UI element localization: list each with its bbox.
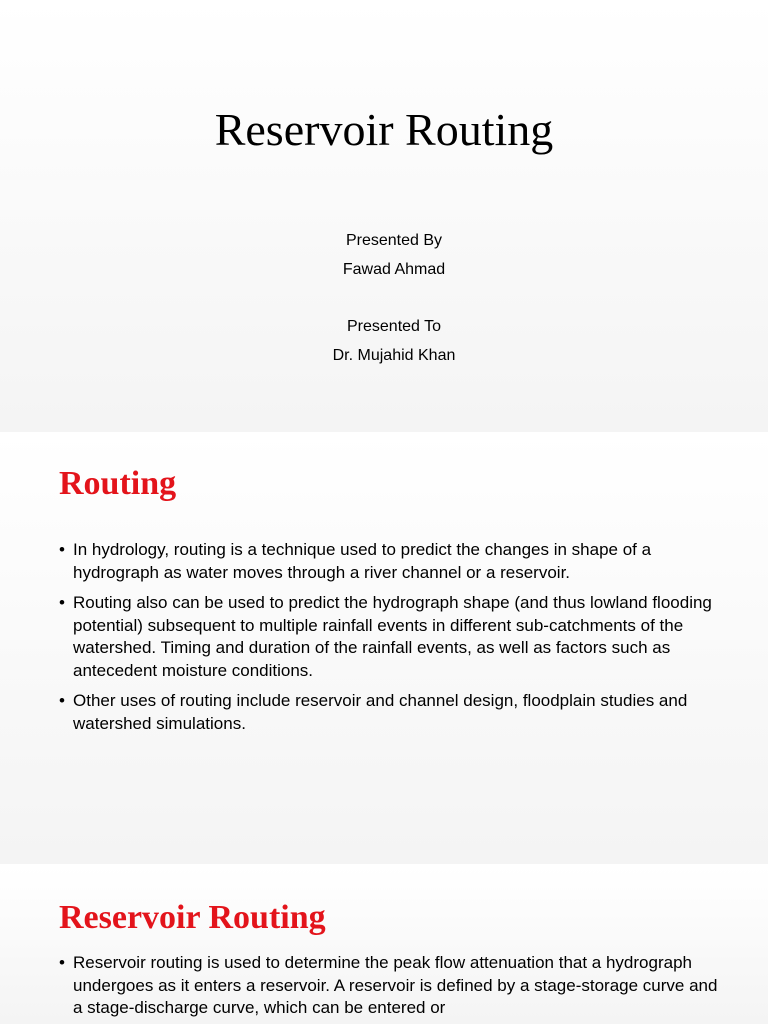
bullet-text: Other uses of routing include reservoir and channel design, floodplain studies and watershed simulations. xyxy=(73,691,688,733)
bullet-list xyxy=(59,539,719,743)
presented-to-label: Presented To xyxy=(347,318,441,335)
presented-by-block xyxy=(0,226,768,284)
bullet-icon: • xyxy=(59,593,65,612)
slide-heading: Reservoir Routing xyxy=(59,899,326,936)
bullet-item xyxy=(59,539,719,584)
bullet-text: Routing also can be used to predict the hydrograph shape (and thus lowland flooding potential) subsequent to multiple rainfall events in different sub-catchments of the watershed. Timing and duration of the rainfall events, as well as factors such as antecedent moisture conditions. xyxy=(73,593,712,680)
bullet-icon: • xyxy=(59,691,65,710)
slide-heading: Routing xyxy=(59,465,177,502)
bullet-item xyxy=(59,592,719,682)
presented-to-block xyxy=(0,312,768,370)
routing-slide xyxy=(0,432,768,864)
presenter-name: Fawad Ahmad xyxy=(342,261,446,278)
bullet-text: In hydrology, routing is a technique used to predict the changes in shape of a hydrograph as water moves through a river channel or a reservoir. xyxy=(73,540,652,582)
bullet-item xyxy=(59,952,719,1020)
bullet-list xyxy=(59,952,719,1024)
recipient-name: Dr. Mujahid Khan xyxy=(332,347,456,364)
bullet-icon: • xyxy=(59,953,65,972)
bullet-text: Reservoir routing is used to determine the peak flow attenuation that a hydrograph undergoes as it enters a reservoir. A reservoir is defined by a stage-storage curve and a stage-discharge curve, which can be entered or xyxy=(73,953,718,1017)
bullet-item xyxy=(59,690,719,735)
presented-by-label: Presented By xyxy=(345,232,443,249)
reservoir-routing-slide xyxy=(0,866,768,1024)
presentation-title: Reservoir Routing xyxy=(214,104,554,155)
bullet-icon: • xyxy=(59,540,65,559)
title-slide xyxy=(0,0,768,432)
